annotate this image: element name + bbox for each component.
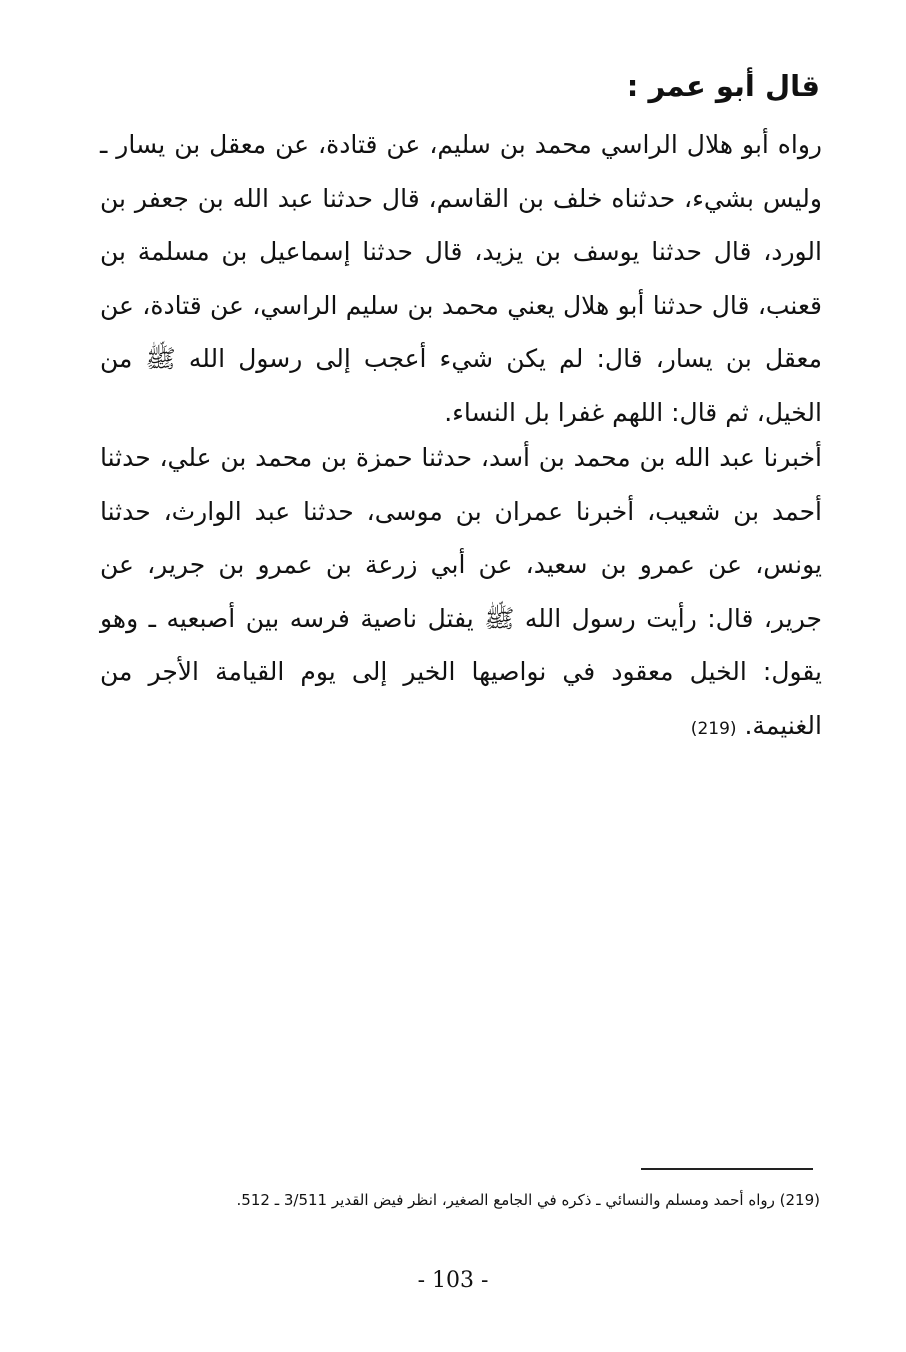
page-number: - 103 -	[417, 1268, 489, 1293]
footnote-text: (219) رواه أحمد ومسلم والنسائي ـ ذكره في الجامع الصغير، انظر فيض القدير 3/511 ـ 512.	[236, 1191, 820, 1209]
paragraph-2-text: أخبرنا عبد الله بن محمد بن أسد، حدثنا حمزة بن محمد بن علي، حدثنا أحمد بن شعيب، أخبرنا عمران بن موسى، حدثنا عبد الوارث، حدثنا يونس، عن عمرو بن سعيد، عن أبي زرعة بن عمرو بن جرير، عن جرير، قال: رأيت رسول الله ﷺ يفتل ناصية فرسه بين أصبعيه ـ وهو يقول: الخيل معقود في نواصيها الخير إلى يوم القيامة الأجر من الغنيمة.	[100, 443, 822, 740]
footnote-reference: (219)	[690, 718, 737, 739]
footnote-divider	[641, 1168, 813, 1170]
paragraph-1	[100, 118, 822, 440]
paragraph-1-text: رواه أبو هلال الراسي محمد بن سليم، عن قتادة، عن معقل بن يسار ـ وليس بشيء، حدثناه خلف بن القاسم، قال حدثنا عبد الله بن جعفر بن الورد، قال حدثنا يوسف بن يزيد، قال حدثنا إسماعيل بن مسلمة بن قعنب، قال حدثنا أبو هلال يعني محمد بن سليم الراسي، عن قتادة، عن معقل بن يسار، قال: لم يكن شيء أعجب إلى رسول الله ﷺ من الخيل، ثم قال: اللهم غفرا بل النساء.	[100, 130, 822, 427]
paragraph-2	[100, 431, 822, 757]
section-heading: قال أبو عمر :	[626, 69, 820, 103]
